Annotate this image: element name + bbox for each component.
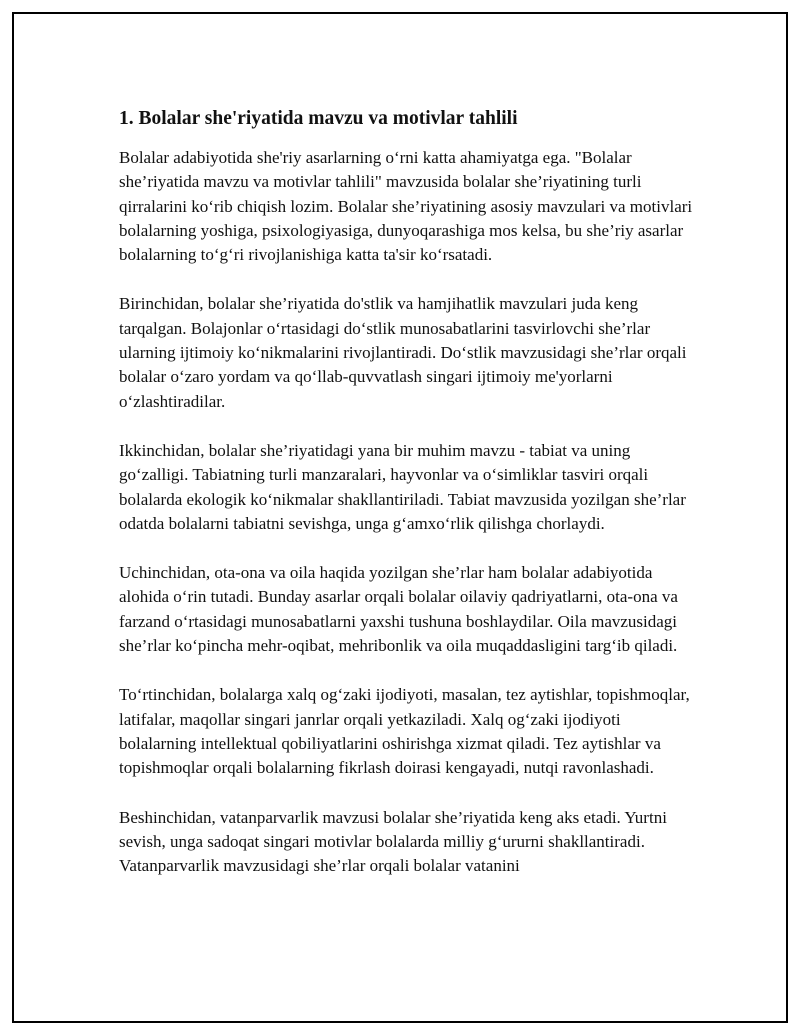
paragraph-folklore: To‘rtinchidan, bolalarga xalq og‘zaki ijodiyoti, masalan, tez aytishlar, topishmoqlar, latifalar, maqollar singari janrlar orqali yetkaziladi. Xalq og‘zaki ijodiyoti bolalarning intellektual qobiliyatlarini oshirishga xizmat qiladi. Tez aytishlar va topishmoqlar orqali bolalarning fikrlash doirasi kengayadi, nutqi ravonlashadi. — [119, 685, 690, 778]
paragraph-intro: Bolalar adabiyotida she'riy asarlarning o‘rni katta ahamiyatga ega. "Bolalar she’riyatida mavzu va motivlar tahlili" mavzusida bolalar she’riyatining turli qirralarini ko‘rib chiqish lozim. Bolalar she’riyatining asosiy mavzulari va motivlari bolalarning yoshiga, psixologiyasiga, dunyoqarashiga mos kelsa, bu she’riy asarlar bolalarning to‘g‘ri rivojlanishiga katta ta'sir ko‘rsatadi. — [119, 148, 693, 265]
section-heading: 1. Bolalar she'riyatida mavzu va motivlar tahlili — [119, 108, 518, 129]
paragraph-patriotism: Beshinchidan, vatanparvarlik mavzusi bolalar she’riyatida keng aks etadi. Yurtni sevish, unga sadoqat singari motivlar bolalarda milliy g‘ururni shakllantiradi. Vatanparvarlik mavzusidagi she’rlar orqali bolalar vatanini — [119, 807, 667, 876]
paragraph-friendship: Birinchidan, bolalar she’riyatida do'stlik va hamjihatlik mavzulari juda keng tarqalgan. Bolajonlar o‘rtasidagi do‘stlik munosabatlarini tasvirlovchi she’rlar ularning ijtimoiy ko‘nikmalarini rivojlantiradi. Do‘stlik mavzusidagi she’rlar orqali bolalar o‘zaro yordam va qo‘llab-quvvatlash singari ijtimoiy me'yorlarni o‘zlashtiradilar. — [119, 294, 687, 411]
paragraph-nature: Ikkinchidan, bolalar she’riyatidagi yana bir muhim mavzu - tabiat va uning go‘zalligi. Tabiatning turli manzaralari, hayvonlar va o‘simliklar tasviri orqali bolalarda ekologik ko‘nikmalar shakllantiriladi. Tabiat mavzusida yozilgan she’rlar odatda bolalarni tabiatni sevishga, unga g‘amxo‘rlik qilishga chorlaydi. — [119, 440, 686, 533]
paragraph-family: Uchinchidan, ota-ona va oila haqida yozilgan she’rlar ham bolalar adabiyotida alohida o‘rin tutadi. Bunday asarlar orqali bolalar oilaviy qadriyatlarni, ota-ona va farzand o‘rtasidagi munosabatlarni yaxshi tushuna boshlaydilar. Oila mavzusidagi she’rlar ko‘pincha mehr-oqibat, mehribonlik va oila muqaddasligini targ‘ib qiladi. — [119, 563, 678, 656]
page-frame — [12, 12, 788, 1023]
document-body — [119, 106, 699, 903]
